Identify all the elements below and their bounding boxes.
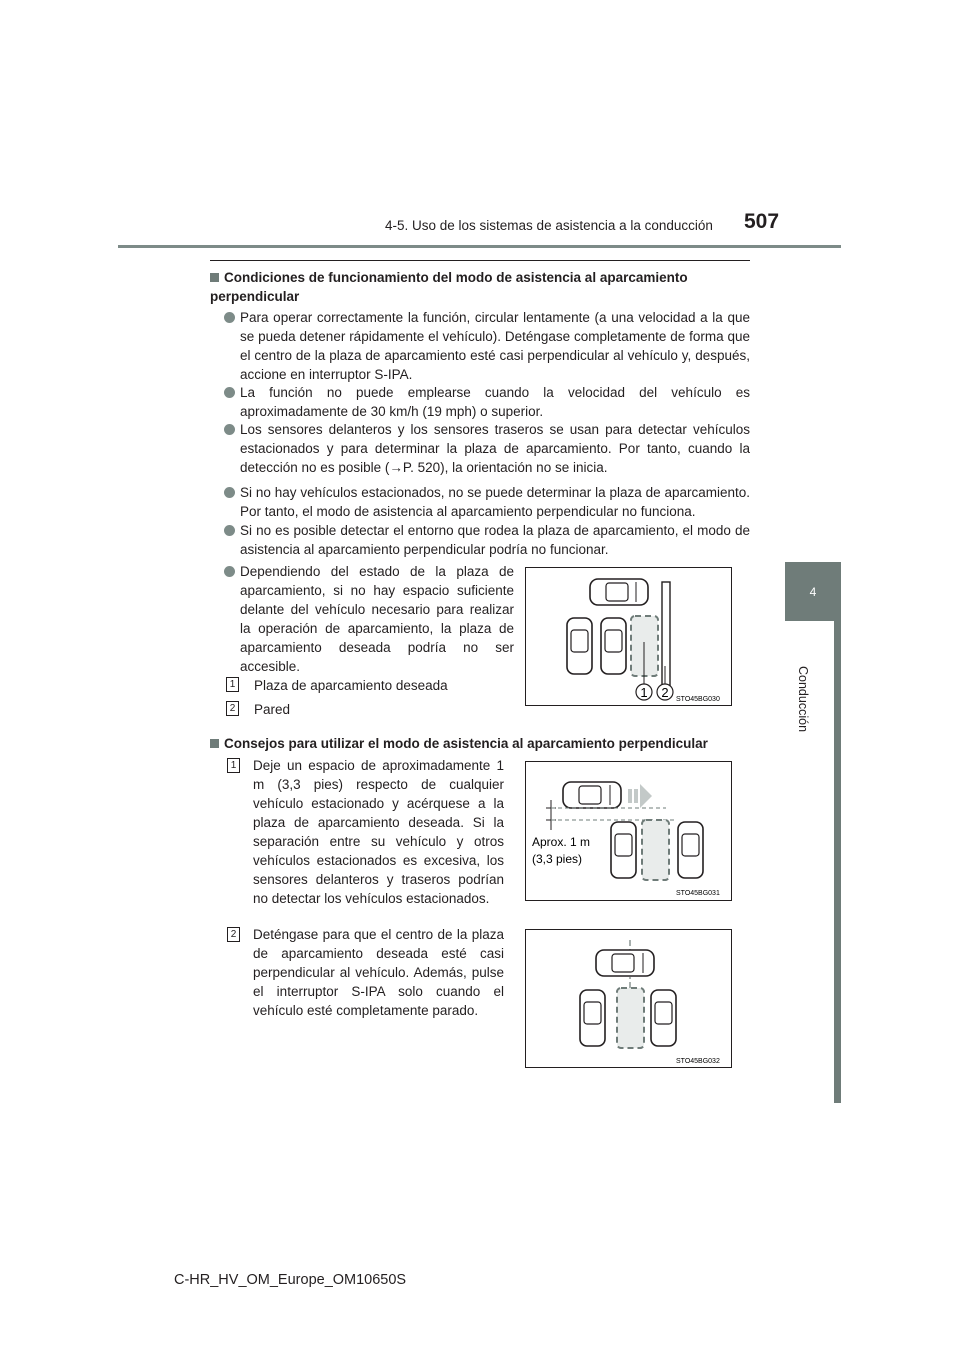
page-number: 507 xyxy=(744,210,780,233)
figure-code: STO45BG030 xyxy=(676,696,720,703)
figure-parking-wall xyxy=(525,567,732,706)
header-rule xyxy=(118,245,841,248)
chapter-number: 4 xyxy=(809,585,817,599)
section-rule xyxy=(210,260,750,261)
car-parked-icon xyxy=(678,822,703,878)
bullet-item: Dependiendo del estado de la plaza de aparcamiento, si no hay espacio suficiente delante del vehículo necesario para realizar la operación de aparcamiento, la plaza de aparcamiento deseada podría no ser accesible. xyxy=(224,562,514,676)
callout-1: 1 xyxy=(640,685,648,700)
bullet-item: Si no es posible detectar el entorno que rodea la plaza de aparcamiento, el modo de asistencia al aparcamiento perpendicular podría no funcionar. xyxy=(224,521,750,559)
step-item: 1 Deje un espacio de aproximadamente 1 m (3,3 pies) respecto de cualquier vehículo estacionado y acérquese a la plaza de aparcamiento deseada. Si la separación entre su vehículo y otros vehículos estacionados es excesiva, los sensores delanteros y traseros podrían no detectar los vehículos estacionados. xyxy=(227,756,504,908)
distance-label: Aprox. 1 m xyxy=(532,835,591,849)
bullet-dot-icon xyxy=(224,312,235,323)
car-parked-icon xyxy=(580,990,605,1046)
heading-square-icon xyxy=(210,273,219,282)
figure-code: STO45BG031 xyxy=(676,890,720,897)
bullet-dot-icon xyxy=(224,424,235,435)
car-moving-icon xyxy=(596,950,654,976)
heading-square-icon xyxy=(210,739,219,748)
car-parked-icon xyxy=(611,822,636,878)
section-heading-conditions: Condiciones de funcionamiento del modo de asistencia al aparcamiento perpendicular xyxy=(210,270,688,304)
bullet-dot-icon xyxy=(224,487,235,498)
chapter-label: Conducción xyxy=(796,666,810,733)
running-header-section: 4-5. Uso de los sistemas de asistencia a la conducción xyxy=(385,218,713,233)
target-parking-space xyxy=(642,820,669,880)
legend-item-wall: 2 Pared xyxy=(226,700,290,719)
bullet-dot-icon xyxy=(224,525,235,536)
figure-code: STO45BG032 xyxy=(676,1058,720,1065)
target-parking-space xyxy=(617,988,644,1048)
wall-icon xyxy=(662,582,670,687)
bullet-item: Los sensores delanteros y los sensores traseros se usan para detectar vehículos estacionados y para determinar la plaza de aparcamiento. Por tanto, cuando la detección no es posible (→P. 520), la orientación no se inicia. xyxy=(224,420,750,477)
bullet-dot-icon xyxy=(224,387,235,398)
figure-approach-distance xyxy=(525,761,732,901)
chapter-tab-bar xyxy=(834,621,841,1103)
callout-2: 2 xyxy=(661,685,669,700)
legend-item-parking-space: 1 Plaza de aparcamiento deseada xyxy=(226,676,448,695)
car-moving-icon xyxy=(590,579,648,605)
step-item: 2 Deténgase para que el centro de la plaza de aparcamiento deseada esté casi perpendicular al vehículo. Además, pulse el interruptor S-IPA solo cuando el vehículo esté completamente parado. xyxy=(227,925,504,1020)
direction-arrow-icon xyxy=(628,784,652,808)
car-moving-icon xyxy=(563,782,621,808)
car-parked-icon xyxy=(601,618,626,674)
chapter-tab xyxy=(785,562,841,621)
document-id: C-HR_HV_OM_Europe_OM10650S xyxy=(174,1272,407,1288)
car-parked-icon xyxy=(567,618,592,674)
bullet-dot-icon xyxy=(224,566,235,577)
bullet-item: La función no puede emplearse cuando la velocidad del vehículo es aproximadamente de 30 km/h (19 mph) o superior. xyxy=(224,383,750,421)
section-heading-tips: Consejos para utilizar el modo de asistencia al aparcamiento perpendicular xyxy=(210,734,750,753)
bullet-item: Para operar correctamente la función, circular lentamente (a una velocidad a la que se pueda detener rápidamente el vehículo). Deténgase completamente de forma que el centro de la plaza de aparcamiento esté casi perpendicular al vehículo y, después, accione en interruptor S-IPA. xyxy=(224,308,750,384)
car-parked-icon xyxy=(651,990,676,1046)
distance-label-imperial: (3,3 pies) xyxy=(532,852,583,866)
figure-stop-position xyxy=(525,929,732,1068)
bullet-item: Si no hay vehículos estacionados, no se puede determinar la plaza de aparcamiento. Por tanto, el modo de asistencia al aparcamiento perpendicular no funciona. xyxy=(224,483,750,521)
